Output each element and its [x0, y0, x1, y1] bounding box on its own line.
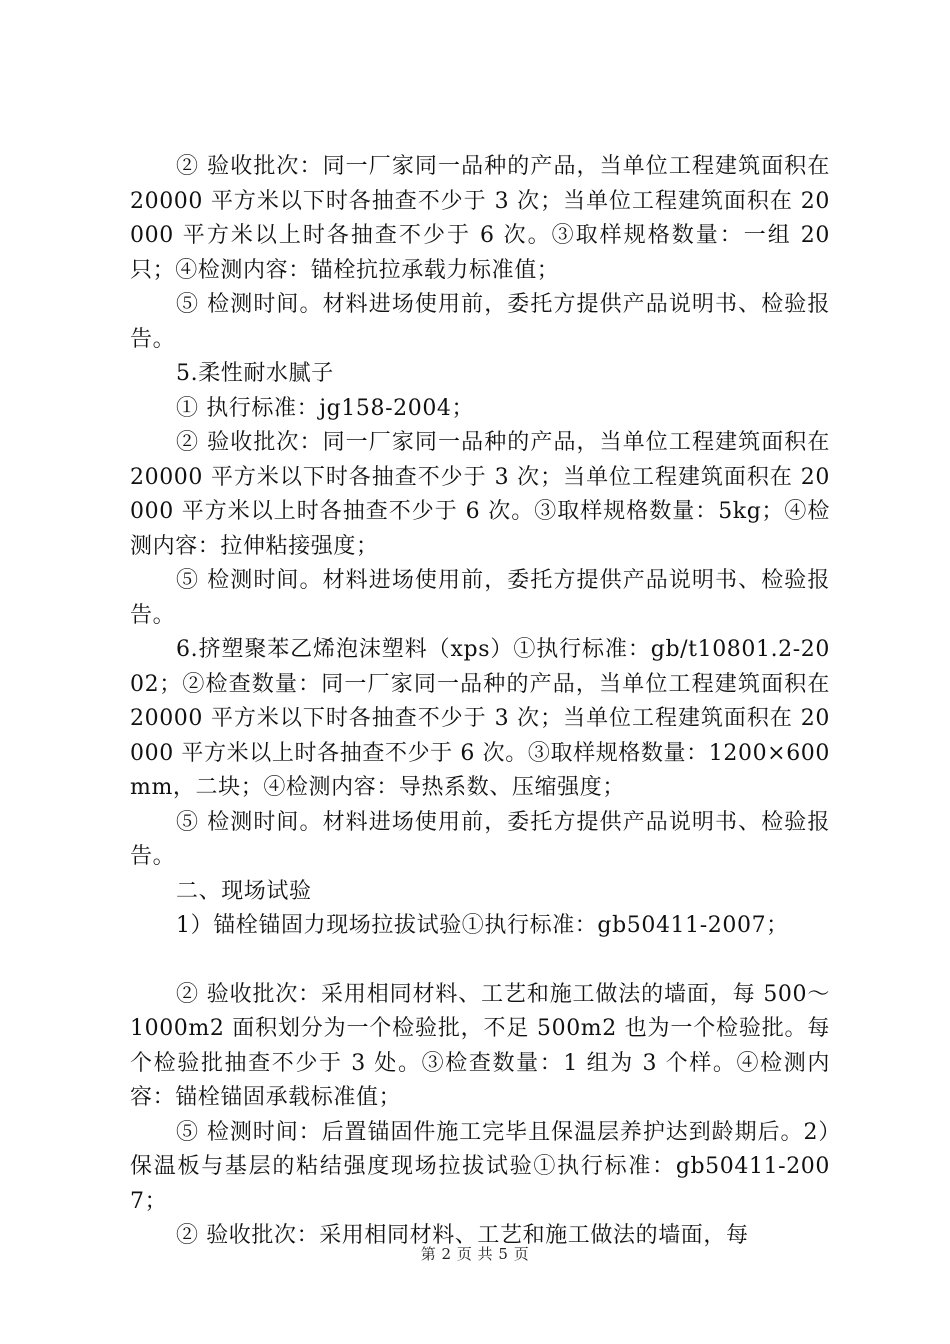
paragraph-anchor-inspection-batch: ② 验收批次：同一厂家同一品种的产品，当单位工程建筑面积在 20000 平方米以下时各抽查不少于 3 次；当单位工程建筑面积在 20000 平方米以上时各抽查不少于 6 次。③取样规格数量：一组 20 只；④检测内容：锚栓抗拉承载力标准值；	[130, 154, 830, 283]
paragraph-board-inspection-batch: ② 验收批次：采用相同材料、工艺和施工做法的墙面，每	[176, 1223, 749, 1248]
paragraph-putty-inspection-time: ⑤ 检测时间。材料进场使用前，委托方提供产品说明书、检验报告。	[130, 568, 830, 628]
heading-field-test: 二、现场试验	[176, 878, 312, 904]
paragraph-wall-inspection-batch: ② 验收批次：采用相同材料、工艺和施工做法的墙面，每 500～1000m2 面积划分为一个检验批，不足 500m2 也为一个检验批。每个检验批抽查不少于 3 处。③检查数量：1 组为 3 个样。④检测内容：锚栓锚固承载标准值；	[130, 981, 830, 1110]
paragraph-putty-inspection-batch: ② 验收批次：同一厂家同一品种的产品，当单位工程建筑面积在 20000 平方米以下时各抽查不少于 3 次；当单位工程建筑面积在 20000 平方米以上时各抽查不少于 6 次。③取样规格数量：5kg；④检测内容：拉伸粘接强度；	[130, 430, 830, 559]
paragraph-xps-inspection-time: ⑤ 检测时间。材料进场使用前，委托方提供产品说明书、检验报告。	[130, 809, 830, 869]
page-footer: 第 2 页 共 5 页	[420, 1245, 530, 1263]
paragraph-anchor-pull-test: 1）锚栓锚固力现场拉拔试验①执行标准：gb50411-2007；	[176, 913, 789, 938]
document-body	[130, 150, 830, 1254]
paragraph-xps: 6.挤塑聚苯乙烯泡沫塑料（xps）①执行标准：gb/t10801.2-2002；②检查数量：同一厂家同一品种的产品，当单位工程建筑面积在 20000 平方米以下时各抽查不少于 3 次；当单位工程建筑面积在 20000 平方米以上时各抽查不少于 6 次。③取样规格数量：1200×600mm，二块；④检测内容：导热系数、压缩强度；	[130, 637, 830, 800]
paragraph-anchor-inspection-time: ⑤ 检测时间。材料进场使用前，委托方提供产品说明书、检验报告。	[130, 292, 830, 352]
paragraph-anchor-test-time: ⑤ 检测时间：后置锚固件施工完毕且保温层养护达到龄期后。2）保温板与基层的粘结强度现场拉拔试验①执行标准：gb50411-2007；	[130, 1119, 830, 1214]
heading-flexible-putty: 5.柔性耐水腻子	[176, 361, 334, 386]
paragraph-putty-standard: ① 执行标准：jg158-2004；	[176, 395, 475, 421]
